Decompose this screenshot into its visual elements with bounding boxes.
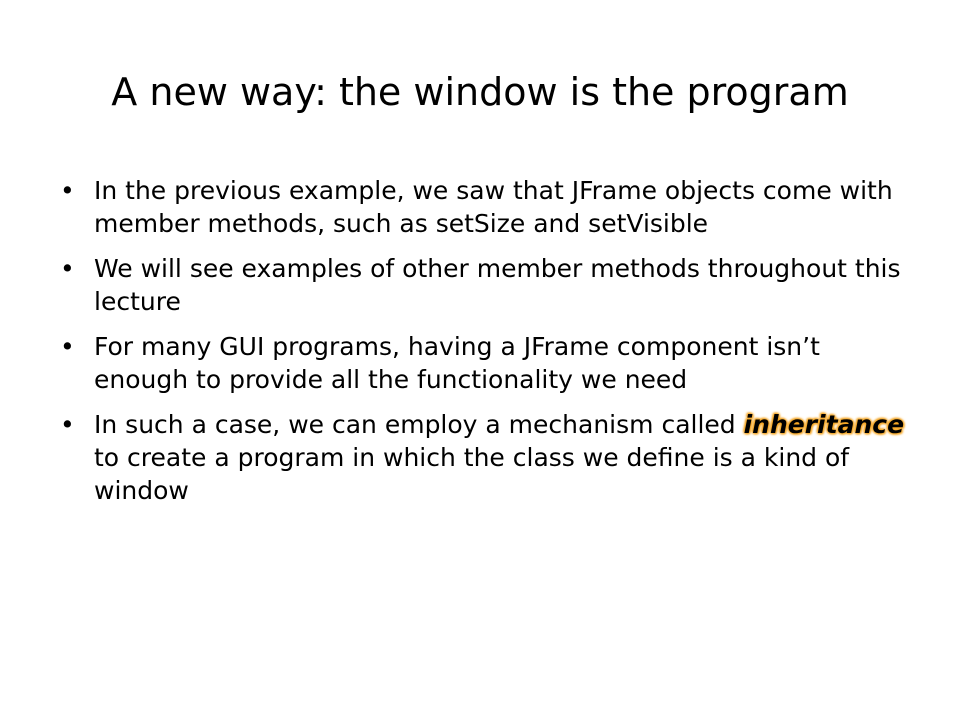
highlighted-keyword: inheritance bbox=[743, 410, 905, 439]
slide-title: A new way: the window is the program bbox=[111, 70, 849, 114]
bullet-text-after: to create a program in which the class we define is a kind of window bbox=[94, 443, 850, 505]
bullet-marker: • bbox=[60, 410, 75, 439]
bullet-item bbox=[58, 174, 918, 240]
bullet-marker: • bbox=[60, 254, 75, 283]
bullet-marker: • bbox=[60, 176, 75, 205]
bullet-item bbox=[58, 330, 918, 396]
bullet-text: We will see examples of other member methods throughout this lecture bbox=[94, 254, 901, 316]
bullet-text: In the previous example, we saw that JFrame objects come with member methods, such as setSize and setVisible bbox=[94, 176, 893, 238]
bullet-item bbox=[58, 252, 918, 318]
bullet-text: For many GUI programs, having a JFrame component isn’t enough to provide all the functionality we need bbox=[94, 332, 820, 394]
bullet-item bbox=[58, 408, 918, 507]
bullet-marker: • bbox=[60, 332, 75, 361]
bullet-text-before: In such a case, we can employ a mechanism called bbox=[94, 410, 744, 439]
bullet-list bbox=[58, 174, 918, 519]
